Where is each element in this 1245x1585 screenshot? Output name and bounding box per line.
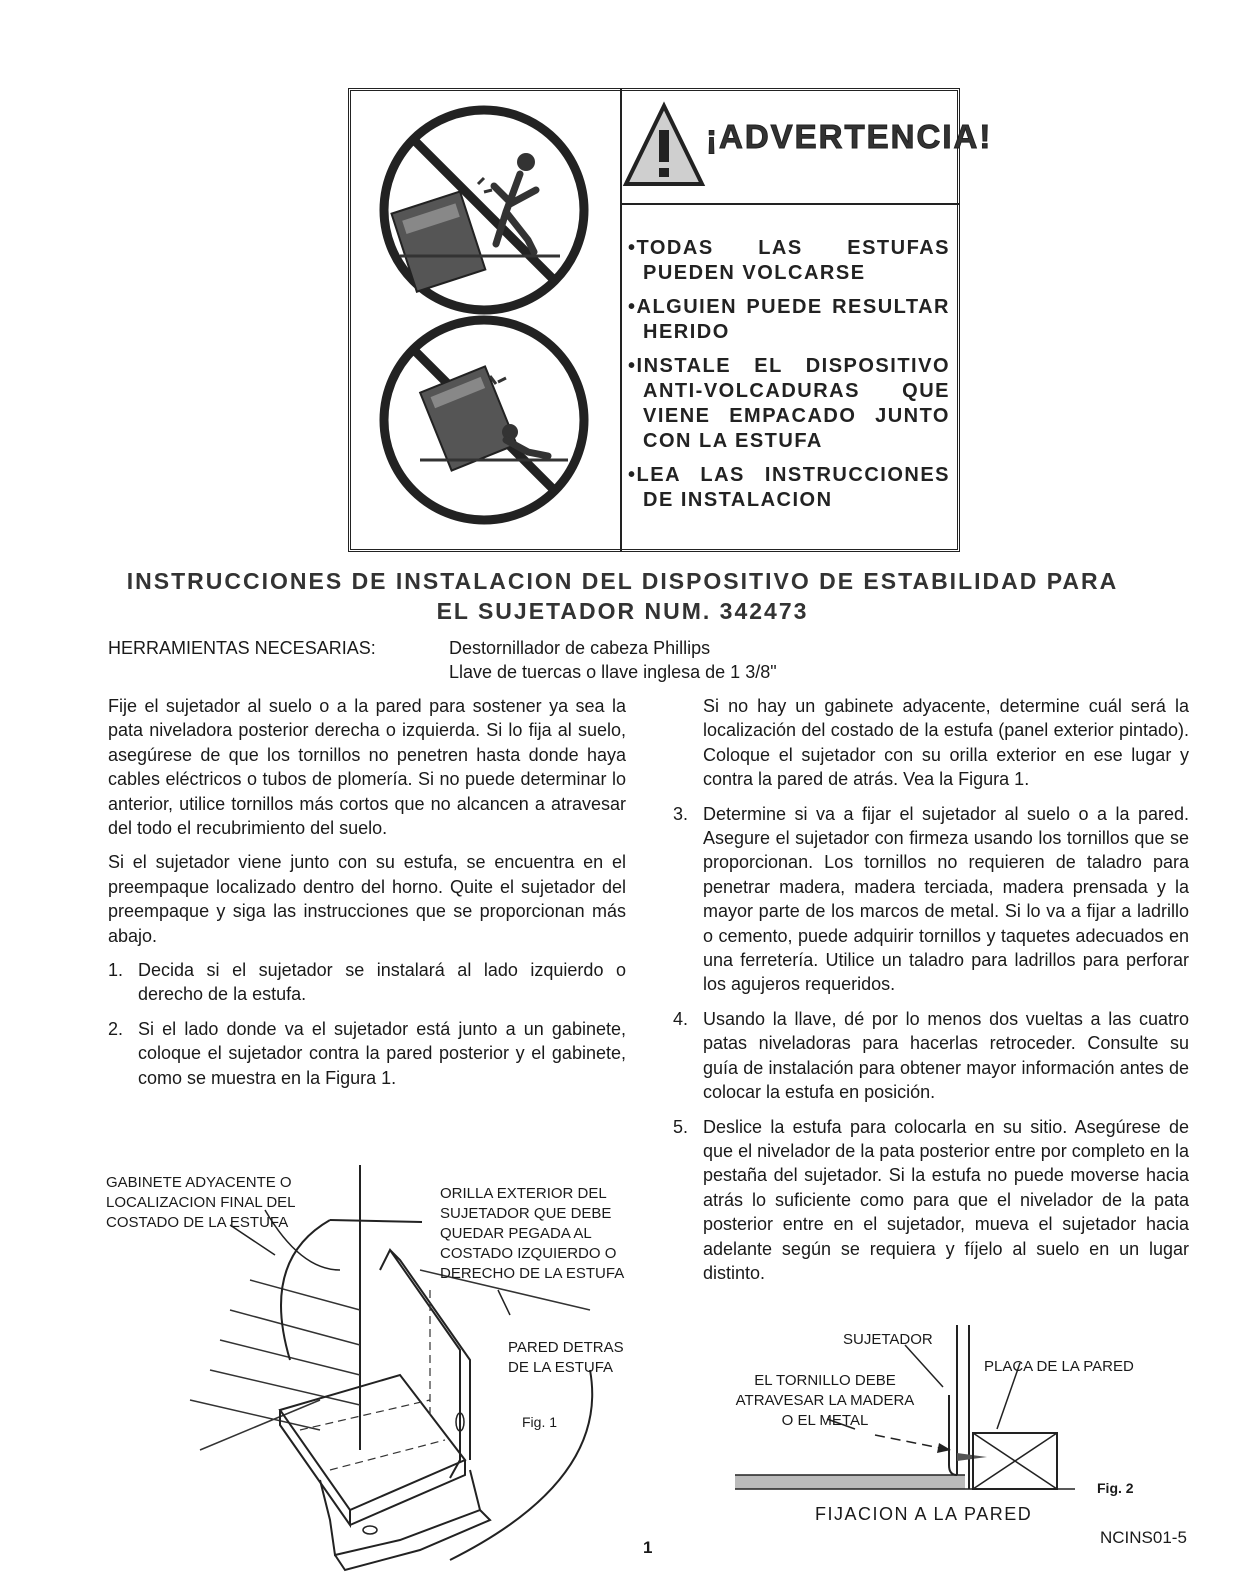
label-line: DERECHO DE LA ESTUFA — [440, 1265, 625, 1282]
tool-item: Destornillador de cabeza Phillips — [449, 638, 711, 658]
tip-over-pictogram-bottom — [384, 320, 584, 520]
step-item — [108, 1017, 626, 1090]
label-bracket-edge — [440, 1184, 624, 1284]
step-item — [673, 1115, 1189, 1286]
step-number: 2. — [108, 1018, 124, 1039]
label-line: PARED DETRAS — [508, 1339, 624, 1356]
figure-1-caption: Fig. 1 — [522, 1414, 558, 1430]
tool-item: Llave de tuercas o llave inglesa de 1 3/8" — [449, 662, 777, 682]
steps-list-left — [108, 958, 626, 1090]
step-number: 5. — [673, 1116, 689, 1137]
tip-over-illustrations — [360, 100, 610, 540]
label-bracket: SUJETADOR — [843, 1331, 933, 1348]
label-wall-behind — [508, 1338, 624, 1378]
step-text: Usando la llave, dé por lo menos dos vueltas a las cuatro patas niveladoras para hacerlas retroceder. Consulte su guía de instalación para obtener mayor información antes de colocar la estufa en posición. — [703, 1008, 1189, 1103]
label-line: O EL METAL — [781, 1412, 869, 1429]
step-number: 1. — [108, 960, 124, 981]
step-number: 4. — [673, 1008, 689, 1029]
label-line: COSTADO DE LA ESTUFA — [106, 1214, 289, 1231]
label-line: ATRAVESAR LA MADERA — [735, 1392, 915, 1409]
warning-list — [628, 236, 950, 522]
figure-2-caption: Fig. 2 — [1097, 1480, 1134, 1496]
warning-item: • INSTALE EL DISPOSITIVO ANTI-VOLCADURAS QUE VIENE EMPACADO JUNTO CON LA ESTUFA — [628, 354, 950, 454]
tools-list — [449, 636, 777, 684]
label-adjacent-cabinet — [106, 1173, 296, 1233]
warning-title-divider — [620, 203, 960, 205]
label-line: QUEDAR PEGADA AL — [440, 1225, 592, 1242]
intro-paragraph: Fije el sujetador al suelo o a la pared para sostener ya sea la pata niveladora posterior derecha o izquierda. Si lo fija al suelo, asegúrese de que los tornillos no penetren hasta donde haya cables eléctricos o tubos de plomería. Si no puede determinar lo anterior, utilice tornillos más cortos que no alcancen a atravesar del todo el recubrimiento del suelo. — [108, 696, 626, 839]
package-paragraph: Si el sujetador viene junto con su estufa, se encuentra en el preempaque localizado dentro del horno. Quite el sujetador del preempaque y siga las instrucciones que se proporcionan más abajo. — [108, 852, 626, 946]
warning-item: • LEA LAS INSTRUCCIONES DE INSTALACION — [628, 463, 950, 513]
label-line: SUJETADOR QUE DEBE — [440, 1205, 612, 1222]
page-title — [100, 566, 1145, 626]
warning-item: • ALGUIEN PUEDE RESULTAR HERIDO — [628, 295, 950, 345]
step-number: 3. — [673, 803, 689, 824]
label-wall-plate: PLACA DE LA PARED — [984, 1358, 1134, 1375]
step-2-continuation: Si no hay un gabinete adyacente, determine cuál será la localización del costado de la estufa (panel exterior pintado). Coloque el sujetador con su orilla exterior en ese lugar y contra la pared de atrás. Vea la Figura 1. — [703, 696, 1189, 790]
step-text: Si el lado donde va el sujetador está junto a un gabinete, coloque el sujetador contra la pared posterior y el gabinete, como se muestra en la Figura 1. — [138, 1018, 626, 1088]
figure-2-title: FIJACION A LA PARED — [815, 1504, 1033, 1524]
steps-list-right — [673, 802, 1189, 1286]
step-item — [673, 802, 1189, 997]
title-line-2: EL SUJETADOR NUM. 342473 — [436, 598, 809, 624]
label-line: DE LA ESTUFA — [508, 1359, 614, 1376]
page-number: 1 — [643, 1538, 653, 1557]
label-line: LOCALIZACION FINAL DEL — [106, 1194, 296, 1211]
label-line: ORILLA EXTERIOR DEL — [440, 1185, 607, 1202]
step-text: Decida si el sujetador se instalará al lado izquierdo o derecho de la estufa. — [138, 960, 626, 1005]
title-line-1: INSTRUCCIONES DE INSTALACION DEL DISPOSITIVO DE ESTABILIDAD PARA — [126, 568, 1119, 594]
warning-title: ¡ADVERTENCIA! — [706, 118, 993, 155]
step-text: Determine si va a fijar el sujetador al suelo o a la pared. Asegure el sujetador con firmeza usando los tornillos que se proporcionan. Los tornillos no requieren de taladro para penetrar madera, madera terciada, madera prensada y la mayor parte de los marcos de metal. Si lo va a fijar a ladrillo o cemento, puede adquirir tornillos y taquetes adecuados en una ferretería. Utilice un taladro para ladrillos para perforar los agujeros requeridos. — [703, 803, 1189, 995]
right-column — [673, 694, 1189, 1295]
step-text: Deslice la estufa para colocarla en su sitio. Asegúrese de que el nivelador de la pata posterior entre por completo en la pestaña del sujetador. Si la estufa no puede moverse hacia atrás lo suficiente como para que el nivelador de la pata posterior entre en el sujetador, mueva el sujetador hacia adelante según se requiera y fíjelo al suelo en un lugar distinto. — [703, 1116, 1189, 1283]
label-line: COSTADO IZQUIERDO O — [440, 1245, 617, 1262]
label-screw — [725, 1371, 925, 1431]
tip-over-pictogram-top — [384, 110, 584, 310]
warning-triangle-icon — [622, 100, 706, 190]
warning-item: • TODAS LAS ESTUFAS PUEDEN VOLCARSE — [628, 236, 950, 286]
document-code: NCINS01-5 — [1100, 1528, 1187, 1547]
step-item — [673, 1007, 1189, 1105]
tools-label: HERRAMIENTAS NECESARIAS: — [108, 638, 376, 658]
step-item — [108, 958, 626, 1007]
label-line: GABINETE ADYACENTE O — [106, 1174, 292, 1191]
left-column — [108, 694, 626, 1100]
label-line: EL TORNILLO DEBE — [754, 1372, 896, 1389]
